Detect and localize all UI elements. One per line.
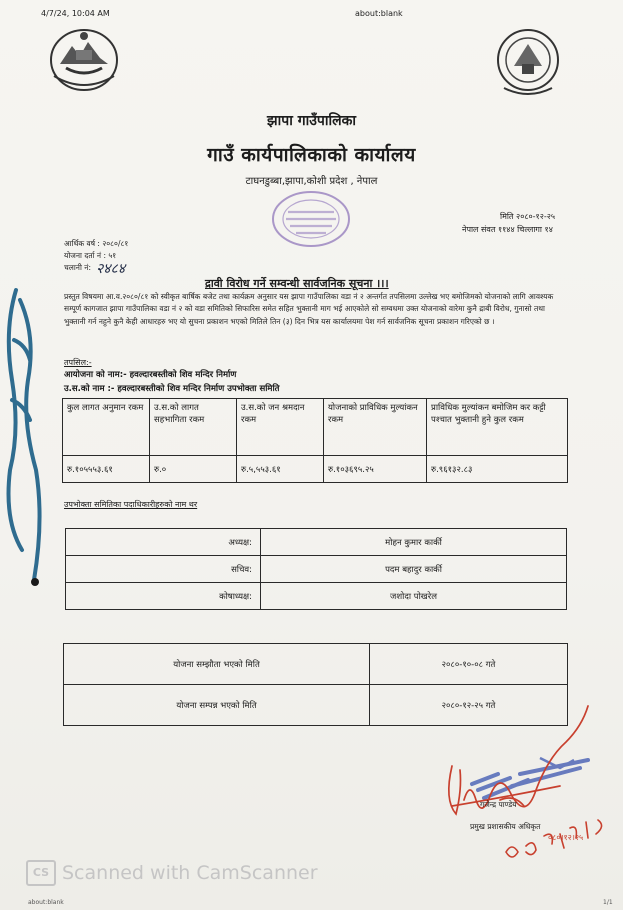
cost-header-committee-share: उ.स.को लागत सहभागिता रकम: [150, 399, 237, 456]
print-datetime: 4/7/24, 10:04 AM: [41, 9, 110, 18]
cost-header-net-payment: प्राविधिक मुल्यांकन बमोजिम कर कट्टी पश्चात भुक्तानी हुने कुल रकम: [427, 399, 568, 456]
details-heading: तपसिल:-: [64, 358, 92, 367]
print-url: about:blank: [355, 9, 403, 18]
officials-table: [65, 528, 567, 610]
official-role: सचिव:: [66, 556, 261, 583]
cost-table-value-row: [63, 456, 568, 483]
official-role: अध्यक्ष:: [66, 529, 261, 556]
notice-body: प्रस्तुत विषयमा आ.व.२०८०/८१ को स्वीकृत बार्षिक बजेट तथा कार्यक्रम अनुसार यस झापा गाउँपालिका वडा नं २ अन्तर्गत तपसिलमा उल्लेख भए बमोजिमको योजनाको लागि आवश्यक सम्पूर्ण कागजात झापा गाउँपालिका वडा नं २ को वडा समितिको सिफारिस समेत सहित भुक्तानी माग भई आएकोले सो सम्वधमा उक्त योजनाको वारेमा कुनै द्राबी विरोध, गुनासो तथा भुक्तानी गर्न नहुने कुनै केही आधारहरु भए यो सुचना प्रकाशन भएको मितिले तिन (३) दिन भित्र यस कार्यालयमा पेश गर्न सार्वजनिक सूचना प्रकाशन गरिएको छ ।: [64, 292, 554, 326]
office-seal-stamp-icon: [268, 188, 354, 250]
table-row: [64, 644, 568, 685]
blue-lanyard-string-icon: [9, 290, 40, 580]
project-name: आयोजना को नाम:- हवल्दारबस्तीको शिव मन्दिर निर्माण: [64, 370, 237, 380]
committee-name: उ.स.को नाम :- हवल्दारबस्तीको शिव मन्दिर निर्माण उपभोक्ता समिति: [64, 384, 280, 394]
schedule-label: योजना सम्झौता भएको मिति: [64, 644, 370, 685]
cost-value-technical-evaluation: रु.१०३६९५.२५: [324, 456, 427, 483]
schedule-date: २०८०-१२-२५ गते: [370, 685, 568, 726]
footer-url: about:blank: [28, 899, 64, 906]
cost-table: [62, 398, 568, 483]
office-name: गाउँ कार्यपालिकाको कार्यालय: [207, 144, 416, 166]
officials-heading: उपभोक्ता समितिका पदाधिकारीहरुको नाम थर: [64, 500, 198, 509]
blue-signature-stamp-icon: [472, 758, 588, 798]
page-number: 1/1: [603, 899, 613, 906]
fiscal-year: आर्थिक वर्ष : २०८०/८१: [64, 239, 129, 248]
table-row: [64, 685, 568, 726]
municipality-logo-icon: [494, 26, 562, 100]
table-row: [66, 529, 567, 556]
office-address: टाघनडुब्बा,झापा,कोशी प्रदेश , नेपाल: [245, 176, 378, 187]
document-date: मिति २०८०-१२-२५: [500, 212, 556, 221]
cost-value-total-estimate: रु.१०५५५३.६१: [63, 456, 150, 483]
cost-value-labor: रु.५,५५३.६१: [237, 456, 324, 483]
official-name: जशोदा पोखरेल: [261, 583, 567, 610]
official-name: पदम बहादुर कार्की: [261, 556, 567, 583]
camscanner-watermark: Scanned with CamScanner: [62, 862, 318, 884]
cost-table-header-row: [63, 399, 568, 456]
cost-header-labor: उ.स.को जन श्रमदान रकम: [237, 399, 324, 456]
schedule-table: [63, 643, 568, 726]
official-name: मोहन कुमार कार्की: [261, 529, 567, 556]
yojana-registration-number: योजना दर्ता नं : ५१: [64, 251, 117, 260]
cost-value-net-payment: रु.९६१३२.८३: [427, 456, 568, 483]
handwritten-date: ०८०।१२।२५: [548, 833, 584, 842]
nepal-sambat-date: नेपाल संवत ११४४ चिल्लागा १४: [462, 225, 553, 234]
camscanner-logo-icon: CS: [26, 860, 56, 886]
schedule-label: योजना सम्पन्न भएको मिति: [64, 685, 370, 726]
cost-header-total-estimate: कुल लागत अनुमान रकम: [63, 399, 150, 456]
chalani-handwritten-number: २४८४: [96, 261, 126, 277]
notice-title: द्रावी विरोध गर्ने सम्वन्धी सार्वजनिक सूचना ।।।: [205, 277, 389, 290]
string-knot-icon: [31, 578, 39, 586]
chalani-label: चलानी नं:: [64, 263, 91, 272]
signatory-title: प्रमुख प्रशासकीय अधिकृत: [470, 822, 541, 831]
table-row: [66, 583, 567, 610]
table-row: [66, 556, 567, 583]
signatory-name: गजेन्द्र पाण्डेय: [480, 800, 517, 809]
official-role: कोषाध्यक्ष:: [66, 583, 261, 610]
cost-value-committee-share: रु.०: [150, 456, 237, 483]
cost-header-technical-evaluation: योजनाको प्राविधिक मुल्यांकन रकम: [324, 399, 427, 456]
nepal-government-emblem-icon: [46, 24, 122, 94]
municipality-name: झापा गाउँपालिका: [267, 113, 356, 129]
schedule-date: २०८०-१०-०८ गते: [370, 644, 568, 685]
